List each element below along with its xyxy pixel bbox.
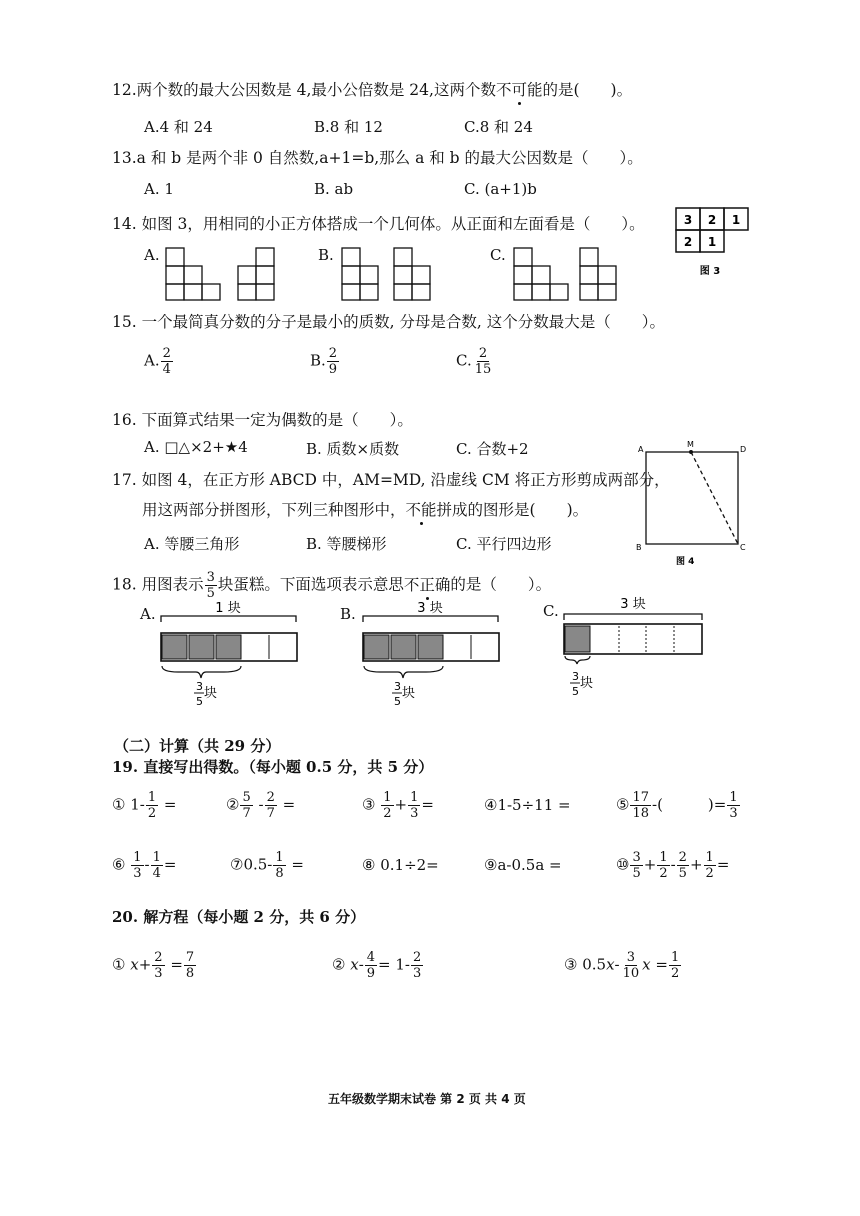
denominator: 5 — [206, 586, 215, 601]
grid-cell: 3 — [683, 213, 693, 227]
option-17a: A. 等腰三角形 — [144, 535, 240, 553]
option-16c: C. 合数+2 — [456, 440, 529, 458]
denominator: 5 — [572, 685, 579, 698]
question-18-text-start: 18. 用图表示 — [112, 575, 204, 594]
question-16-text: 16. 下面算式结果一定为偶数的是（ ）。 — [112, 411, 413, 429]
option-16b: B. 质数×质数 — [306, 440, 400, 458]
equation-1: ① x+ $\frac{2}{3}$ = $\frac{7}{8}$ — [112, 950, 195, 981]
question-13-text: 13.a 和 b 是两个非 0 自然数,a+1=b,那么 a 和 b 的最大公因数是（ ）。 — [112, 149, 643, 167]
calc-item-2: ② $\frac{5}{7}$ - $\frac{2}{7}$ = — [226, 790, 296, 821]
numerator: 3 — [206, 570, 215, 585]
option-12a: A.4 和 24 — [144, 118, 213, 136]
option-16a: A. □△×2+★4 — [144, 438, 248, 456]
option-12c: C.8 和 24 — [464, 118, 533, 136]
calc-item-4: ④1-5÷11 = — [484, 796, 571, 814]
emphasis-text: 不正确 — [403, 575, 451, 594]
option-label: A. — [144, 351, 160, 370]
calc-item-5: ⑤ $\frac{17}{18}$ -( )= $\frac{1}{3}$ — [616, 790, 738, 821]
option-14c-views — [512, 246, 632, 302]
option-18c-label: C. — [543, 602, 559, 620]
question-18-text-end: 的是（ ）。 — [450, 575, 552, 594]
question-17-line2 — [142, 498, 588, 520]
question-18-text-mid: 块蛋糕。下面选项表示意思 — [217, 575, 404, 594]
option-18a-diagram — [158, 598, 303, 710]
denominator: 4 — [162, 362, 171, 377]
option-14a-label: A. — [144, 246, 160, 264]
calc-item-7: ⑦0.5- $\frac{1}{8}$ = — [230, 850, 304, 881]
calc-item-6: ⑥ $\frac{1}{3}$ - $\frac{1}{4}$ = — [112, 850, 177, 881]
option-15a — [144, 346, 174, 377]
option-13c: C. (a+1)b — [464, 180, 537, 198]
question-17-text: 用这两部分拼图形，下列三种图形中， — [142, 501, 406, 519]
point-d: D — [740, 445, 747, 454]
brace-label: 3 块 — [620, 597, 646, 612]
unit: 块 — [204, 686, 218, 701]
option-label: C. — [456, 351, 472, 370]
numerator: 2 — [478, 346, 488, 361]
option-14a-views — [164, 246, 284, 302]
unit: 块 — [402, 686, 416, 701]
equation-2: ② x- $\frac{4}{9}$ = 1- $\frac{2}{3}$ — [332, 950, 422, 981]
calc-item-1: ① 1- $\frac{1}{2}$ = — [112, 790, 177, 821]
question-15-text: 15. 一个最简真分数的分子是最小的质数, 分母是合数, 这个分数最大是（ ）。 — [112, 313, 666, 331]
numerator: 2 — [162, 346, 171, 361]
option-18b-diagram — [360, 598, 505, 710]
option-14c-label: C. — [490, 246, 506, 264]
question-17-line1: 17. 如图 4，在正方形 ABCD 中，AM=MD, 沿虚线 CM 将正方形剪成两部分， — [112, 471, 670, 489]
emphasis-text: 不能 — [405, 501, 437, 519]
numerator: 2 — [328, 346, 338, 361]
emphasis-text: 不可能 — [495, 81, 543, 99]
option-label: B. — [310, 351, 326, 370]
option-18b-label: B. — [340, 605, 356, 623]
brace-label: 1 块 — [215, 601, 241, 616]
option-12b: B.8 和 12 — [314, 118, 383, 136]
calc-item-9: ⑨a-0.5a = — [484, 856, 562, 874]
option-15c — [456, 346, 494, 377]
question-19-title: 19. 直接写出得数。（每小题 0.5 分，共 5 分） — [112, 758, 434, 776]
equation-3: ③ 0.5x- $\frac{3}{10}$ x = $\frac{1}{2}$ — [564, 950, 680, 981]
question-12-text: 12.两个数的最大公因数是 4,最小公倍数是 24,这两个数 — [112, 81, 496, 99]
brace-label: 3 块 — [417, 601, 443, 616]
denominator: 15 — [474, 362, 492, 377]
grid-cell: 2 — [707, 213, 717, 227]
calc-item-10: ⑩ $\frac{3}{5}$ + $\frac{1}{2}$ - $\frac{2}{5}$ + $\frac{1}{2}$ = — [616, 850, 730, 881]
question-14-text: 14. 如图 3，用相同的小正方体搭成一个几何体。从正面和左面看是（ ）。 — [112, 215, 645, 233]
option-13a: A. 1 — [144, 180, 174, 198]
unit: 块 — [580, 676, 594, 691]
option-14b-views — [340, 246, 460, 302]
question-12-text-end: 的是( )。 — [542, 81, 633, 99]
section-2-title: （二）计算（共 29 分） — [114, 737, 281, 755]
numerator: 3 — [394, 680, 401, 693]
numerator: 3 — [572, 670, 579, 683]
option-13b: B. ab — [314, 180, 354, 198]
question-18-text — [112, 570, 551, 601]
point-m: M — [687, 440, 694, 449]
point-c: C — [740, 543, 746, 552]
option-18a-label: A. — [140, 605, 156, 623]
option-18c-diagram — [560, 590, 710, 708]
question-12 — [112, 78, 632, 100]
grid-cell: 1 — [707, 235, 717, 249]
denominator: 5 — [394, 695, 401, 708]
figure-3-label: 图 3 — [699, 266, 721, 277]
numerator: 3 — [196, 680, 203, 693]
option-17b: B. 等腰梯形 — [306, 535, 387, 553]
calc-item-8: ⑧ 0.1÷2= — [362, 856, 439, 874]
grid-cell: 1 — [731, 213, 741, 227]
denominator: 5 — [196, 695, 203, 708]
option-14b-label: B. — [318, 246, 334, 264]
point-b: B — [636, 543, 642, 552]
point-a: A — [638, 445, 644, 454]
option-15b — [310, 346, 340, 377]
question-17-text-end: 拼成的图形是( )。 — [436, 501, 589, 519]
option-17c: C. 平行四边形 — [456, 535, 552, 553]
denominator: 9 — [328, 362, 338, 377]
figure-4 — [634, 438, 754, 568]
page-footer: 五年级数学期末试卷 第 2 页 共 4 页 — [328, 1092, 526, 1106]
dashed-cut-line — [691, 452, 738, 544]
figure-3 — [672, 206, 762, 282]
calc-item-3: ③ $\frac{1}{2}$ + $\frac{1}{3}$ = — [362, 790, 434, 821]
question-20-title: 20. 解方程（每小题 2 分，共 6 分） — [112, 908, 366, 926]
figure-4-label: 图 4 — [676, 557, 695, 567]
grid-cell: 2 — [683, 235, 693, 249]
